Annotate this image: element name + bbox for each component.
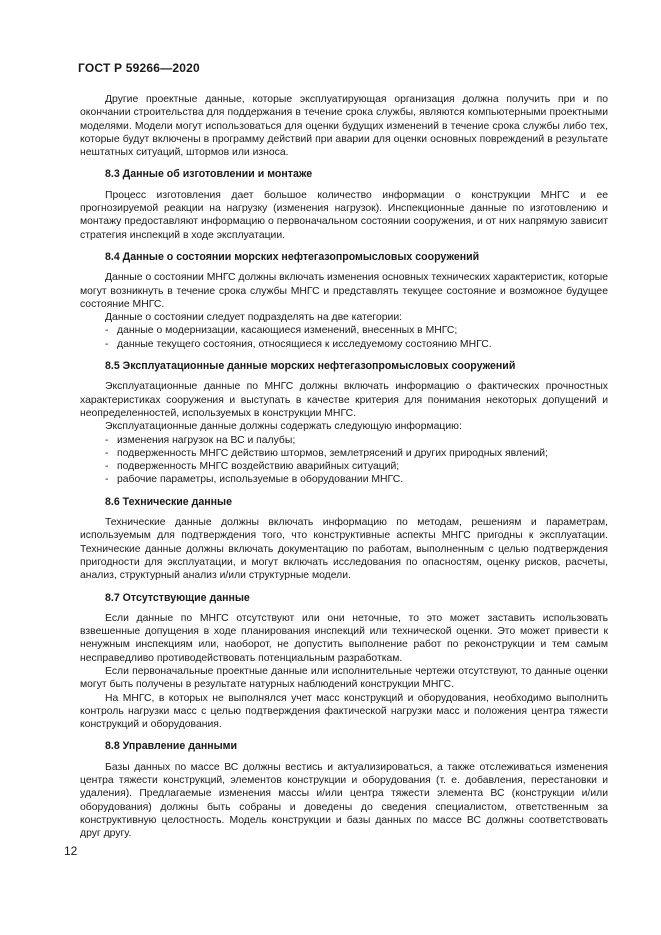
list-dash: - [105, 434, 109, 446]
list-dash: - [105, 325, 109, 337]
paragraph: Другие проектные данные, которые эксплуатирующая организация должна получить при и по окончании строительства для поддержания в течение срока службы, являются компьютерными проектными моделями. Модели могут использоваться для оценки будущих изменений в течение срока службы либо тех, которые будут включены в программу действий при аварии для оценки основных повреждений в результате нештатных ситуаций, штормов или износа. [80, 94, 608, 159]
section-heading: 8.8 Управление данными [105, 740, 238, 753]
list-item-text: подверженность МНГС действию штормов, землетрясений и других природных явлений; [117, 447, 548, 459]
paragraph: Эксплуатационные данные по МНГС должны включать информацию о фактических прочностных характеристиках сооружения и выступать в качестве критерия для понимания некоторых допущений и неопределенностей, используемых в конструкции МНГС. [80, 381, 608, 419]
list-dash: - [105, 338, 109, 350]
paragraph: Технические данные должны включать информацию по методам, решениям и параметрам, используемым для подтверждения того, что конструктивные аспекты МНГС пригодны к эксплуатации. Технические данные должны включать документацию по работам, выполненным с целью подтверждения пригодности для эксплуатации, и могут включать исследования по опасностям, оценку рисков, расчеты, анализ, структурный анализ и/или структурные модели. [80, 517, 608, 582]
paragraph: Эксплуатационные данные должны содержать следующую информацию: [105, 421, 462, 433]
section-heading: 8.6 Технические данные [105, 495, 232, 508]
list-item-text: изменения нагрузок на ВС и палубы; [117, 434, 296, 446]
section-heading: 8.7 Отсутствующие данные [105, 591, 250, 604]
paragraph: Процесс изготовления дает большое количество информации о конструкции МНГС и ее прогнозируемой реакции на нагрузку (изменения нагрузок). Инспекционные данные по изготовлению и монтажу предоставляют информацию о первоначальном состоянии сооружения, и от них напрямую зависит стратегия инспекций в ходе эксплуатации. [80, 189, 608, 241]
paragraph: Данные о состоянии МНГС должны включать изменения основных технических характеристик, которые могут возникнуть в течение срока службы МНГС и представлять текущее состояние и возможное будущее состояние МНГС. [80, 272, 608, 310]
list-item-text: данные текущего состояния, относящиеся к исследуемому состоянию МНГС. [117, 338, 492, 350]
document-body [80, 93, 608, 841]
list-item [80, 324, 608, 337]
list-item [80, 460, 608, 473]
paragraph: Данные о состоянии следует подразделять на две категории: [105, 312, 403, 324]
paragraph: На МНГС, в которых не выполнялся учет масс конструкций и оборудования, необходимо выполнить контроль нагрузки масс с целью подтверждения фактической нагрузки масс и положения центра тяжести конструкций и оборудования. [80, 692, 608, 731]
list-dash: - [105, 461, 109, 473]
list-item [80, 434, 608, 447]
list-item [80, 473, 608, 486]
section-heading: 8.3 Данные об изготовлении и монтаже [105, 168, 313, 181]
paragraph: Если данные по МНГС отсутствуют или они неточные, то это может заставить использовать взвешенные допущения в ходе планирования инспекций или технической оценки. Это может привести к ненужным инспекциям или, наоборот, не допустить выполнение работ по реконструкции и тем самым несправедливо противодействовать потенциальным разработкам. [80, 612, 608, 664]
list-item-text: подверженность МНГС воздействию аварийных ситуаций; [117, 461, 400, 473]
list-item [80, 447, 608, 460]
section-heading: 8.4 Данные о состоянии морских нефтегазопромысловых сооружений [105, 250, 480, 263]
list-item-text: данные о модернизации, касающиеся изменений, внесенных в МНГС; [117, 325, 458, 337]
paragraph: Базы данных по массе ВС должны вестись и актуализироваться, а также отслеживаться изменения центра тяжести конструкций, элементов конструкции и оборудования (т. е. добавления, перестановки и удаления). Предлагаемые изменения массы и/или центра тяжести элемента ВС (конструкции и/или оборудования) должны быть собраны и доведены до сведения специалистом, ответственным за конструктивную целостность. Модель конструкции и базы данных по массе ВС должны соответствовать друг другу. [80, 761, 608, 840]
section-heading: 8.5 Эксплуатационные данные морских нефтегазопромысловых сооружений [105, 360, 516, 373]
document-header: ГОСТ Р 59266—2020 [78, 61, 200, 75]
paragraph: Если первоначальные проектные данные или исполнительные чертежи отсутствуют, то данные оценки могут быть получены в результате натурных наблюдений конструкции МНГС. [80, 665, 608, 691]
list-item [80, 338, 608, 351]
list-dash: - [105, 447, 109, 459]
page-number: 12 [64, 844, 78, 858]
list-item-text: рабочие параметры, используемые в оборудовании МНГС. [117, 474, 404, 486]
list-dash: - [105, 474, 109, 486]
